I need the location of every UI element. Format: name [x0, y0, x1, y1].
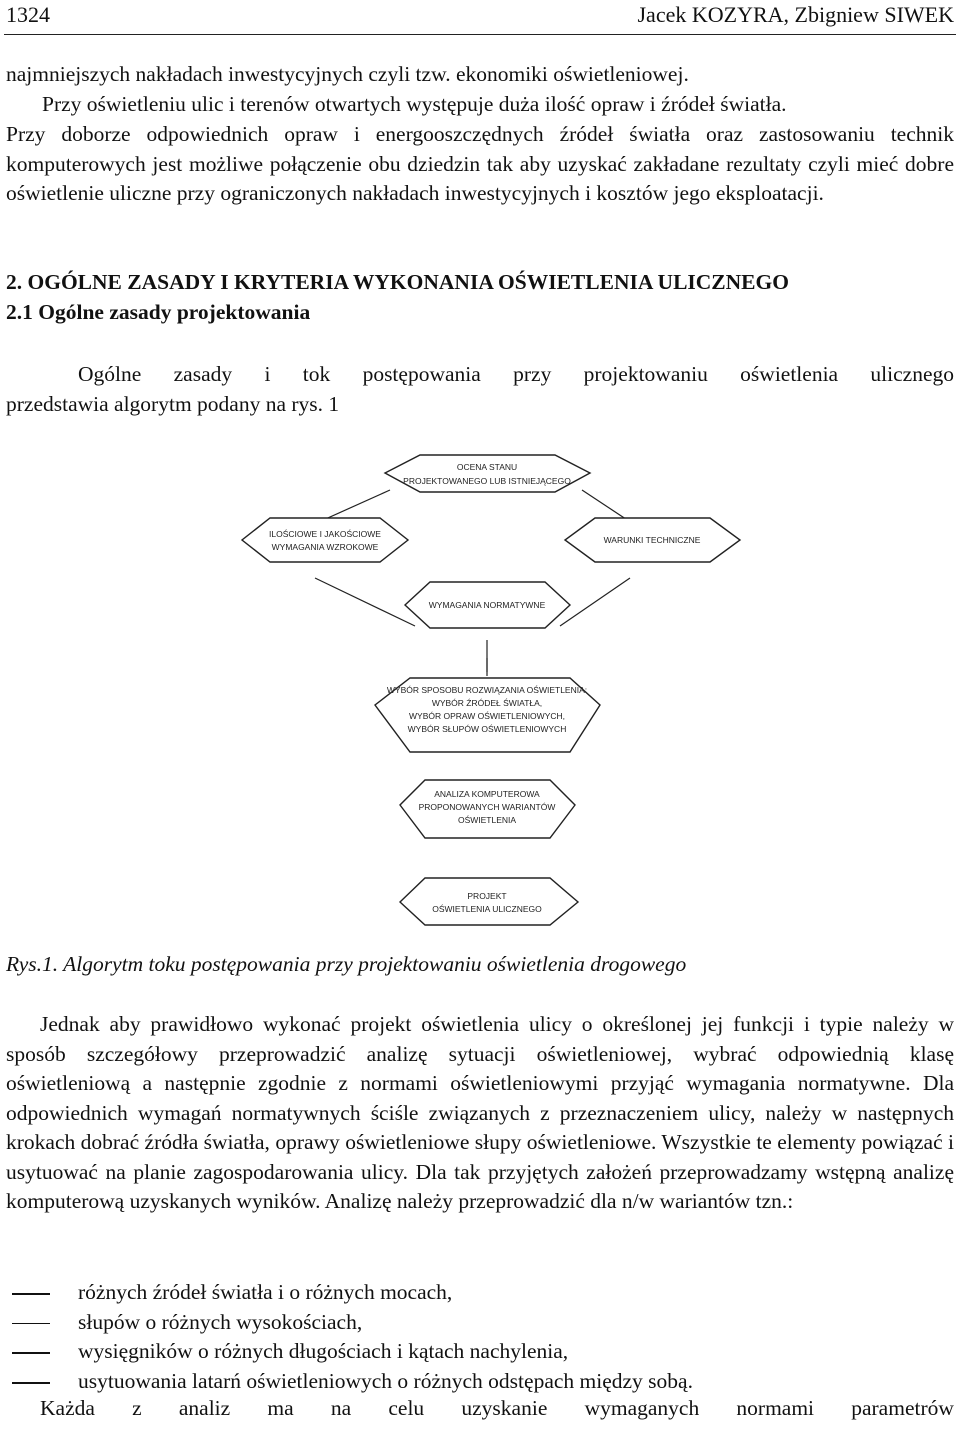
node-analiza-line-1: ANALIZA KOMPUTEROWA — [434, 789, 540, 799]
node-normatywne-line-1: WYMAGANIA NORMATYWNE — [428, 600, 546, 610]
word: wymaganych — [584, 1396, 700, 1420]
connector-line — [560, 578, 630, 626]
node-projekt-line-1: PROJEKT — [467, 891, 507, 901]
node-analiza-line-2: PROPONOWANYCH WARIANTÓW — [418, 802, 556, 812]
list-item — [6, 1367, 954, 1397]
list-item-text: różnych źródeł światła i o różnych mocach, — [78, 1280, 453, 1304]
node-ilosciowe-shape — [242, 518, 408, 562]
variant-list — [6, 1278, 954, 1397]
node-wybor-line-3: WYBÓR OPRAW OŚWIETLENIOWYCH, — [409, 711, 565, 721]
list-item — [6, 1337, 954, 1367]
word: na — [330, 1396, 352, 1420]
node-ilosciowe-line-2: WYMAGANIA WZROKOWE — [271, 542, 379, 552]
node-ocena-line-2: PROJEKTOWANEGO LUB ISTNIEJĄCEGO — [403, 476, 571, 486]
node-wybor-line-2: WYBÓR ŹRÓDEŁ ŚWIATŁA, — [431, 698, 543, 708]
word: normami — [736, 1396, 815, 1420]
word: Każda — [40, 1396, 95, 1420]
page-header — [4, 0, 956, 35]
word: celu — [388, 1396, 425, 1420]
list-item — [6, 1278, 954, 1308]
connector-line — [315, 578, 415, 626]
node-ocena-line-1: OCENA STANU — [456, 462, 518, 472]
word: uzyskanie — [461, 1396, 548, 1420]
intro-paragraph: Przy doborze odpowiednich opraw i energooszczędnych źródeł światła oraz zastosowaniu technik komputerowych jest możliwe połączenie obu dziedzin tak aby uzyskać zakładane rezultaty czyli mieć dobre oświetlenie uliczne przy ograniczonych nakładach inwestycyjnych i kosztów jego eksploatacji. — [6, 122, 954, 205]
section-paragraph-line-1: Ogólne zasady i tok postępowania przy projektowaniu oświetlenia ulicznego — [78, 362, 954, 386]
intro-line-2: Przy oświetleniu ulic i terenów otwartych występuje duża ilość opraw i źródeł światła. — [42, 92, 787, 116]
node-wybor-line-4: WYBÓR SŁUPÓW OŚWIETLENIOWYCH — [407, 724, 567, 734]
node-ocena-shape — [385, 455, 590, 492]
dash-bullet — [12, 1382, 50, 1384]
continuation-line — [40, 1396, 954, 1421]
list-item-text: słupów o różnych wysokościach, — [78, 1309, 363, 1334]
section-heading: 2. OGÓLNE ZASADY I KRYTERIA WYKONANIA OŚWIETLENIA ULICZNEGO — [6, 270, 789, 294]
word: analiz — [178, 1396, 231, 1420]
node-warunki-line-1: WARUNKI TECHNICZNE — [603, 535, 701, 545]
node-analiza-line-3: OŚWIETLENIA — [457, 815, 517, 825]
list-item — [6, 1308, 954, 1338]
dash-bullet — [12, 1352, 50, 1354]
figure-caption: Rys.1. Algorytm toku postępowania przy projektowaniu oświetlenia drogowego — [6, 952, 687, 976]
dash-bullet — [12, 1323, 50, 1325]
page-number: 1324 — [6, 2, 50, 27]
algorithm-diagram — [0, 440, 960, 940]
dash-bullet — [12, 1293, 50, 1295]
subsection-heading: 2.1 Ogólne zasady projektowania — [6, 300, 311, 324]
node-ilosciowe-line-1: ILOŚCIOWE I JAKOŚCIOWE — [269, 529, 381, 539]
node-projekt-line-2: OŚWIETLENIA ULICZNEGO — [432, 904, 542, 914]
word: parametrów — [851, 1396, 954, 1420]
node-wybor-line-1: WYBÓR SPOSOBU ROZWIĄZANIA OŚWIETLENIA: — [386, 685, 588, 695]
word: z — [132, 1396, 142, 1420]
list-item-text: usytuowania latarń oświetleniowych o różnych odstępach między sobą. — [78, 1369, 693, 1394]
header-authors: Jacek KOZYRA, Zbigniew SIWEK — [637, 2, 954, 27]
node-projekt-shape — [400, 878, 578, 925]
word: ma — [267, 1396, 294, 1420]
list-item-text: wysięgników o różnych długościach i kątach nachylenia, — [78, 1339, 569, 1364]
intro-line-1: najmniejszych nakładach inwestycyjnych czyli tzw. ekonomiki oświetleniowej. — [6, 62, 689, 86]
body-paragraph: Jednak aby prawidłowo wykonać projekt oświetlenia ulicy o określonej jej funkcji i typie należy w sposób szczegółowy przeprowadzić analizę sytuacji oświetleniowej, wybrać odpowiednią klasę oświetleniową a następnie zgodnie z normami oświetleniowymi przyjąć wymagania normatywne. Dla odpowiednich wymagań normatywnych ściśle związanych z przeznaczeniem ulicy, należy w następnych krokach dobrać źródła światła, oprawy oświetleniowe słupy oświetleniowe. Wszystkie te elementy powiązać i usytuować na planie zagospodarowania ulicy. Dla tak przyjętych założeń przeprowadzamy wstępną analizę komputerową uzyskanych wyników. Analizę należy przeprowadzić dla n/w wariantów tzn.: — [6, 1012, 954, 1213]
section-paragraph-line-2: przedstawia algorytm podany na rys. 1 — [6, 392, 340, 416]
